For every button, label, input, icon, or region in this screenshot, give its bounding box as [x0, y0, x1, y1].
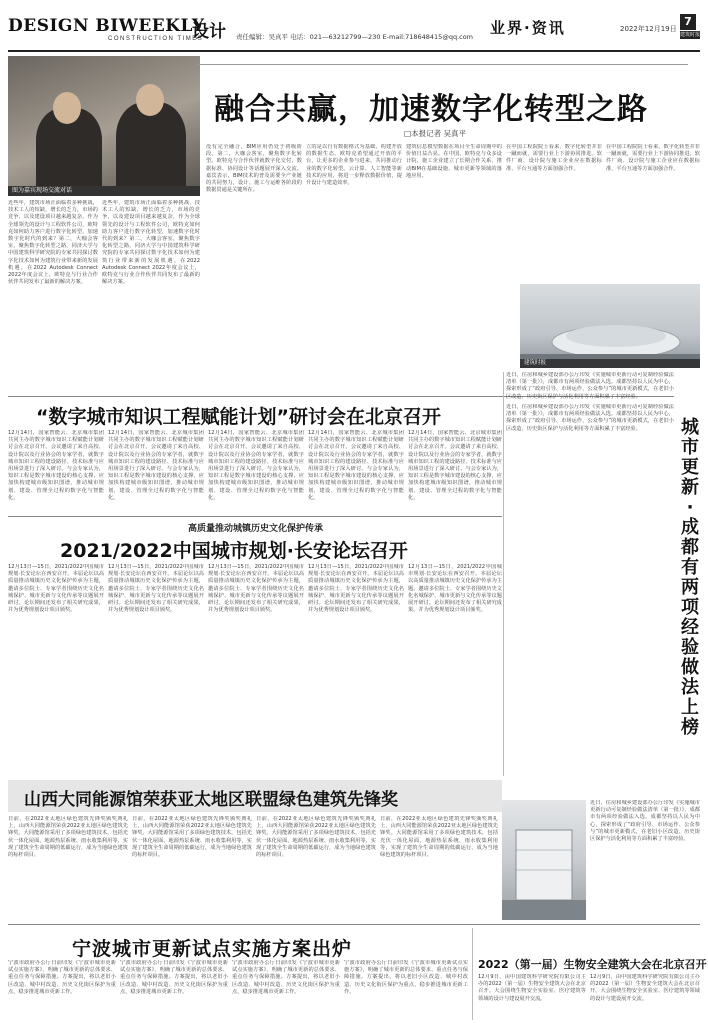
- lead-headline: 融合共赢，加速数字化转型之路: [214, 92, 648, 127]
- lead-body-col-5: 建筑信息模型数据在项目全生命周期中的价值日益凸显。在中国，欧特克与众多设计院、施工企业建立了长期合作关系，推动BIM在基础设施、城市更新等领域的落地应用。: [406, 144, 502, 179]
- knowledge-headline: “数字城市知识工程赋能计划”研讨会在北京召开: [36, 406, 441, 428]
- lead-body-col-2: 近些年，建筑市场正面临着多种挑战，技术工人的短缺，增长的乏力，市场的竞争，以及建设项目越来越复杂，作为全球领先的设计与工程软件公司，欧特克如何助力客户进行数字化转型，加速数字化时代的到来？第二，大咖会客室，聚焦数字化转型之路，同济大学与中国建筑科学研究院的专家共同探讨数字化技术如何为建筑行业带来新的发展机遇。在2022 Autodesk Connect 2022年度会议上，欧特克与行业合作伙伴共同发布了最新的解决方案。: [102, 200, 200, 286]
- page-number: 7: [680, 14, 696, 30]
- shanxi-headline: 山西大同能源馆荣获亚太地区联盟绿色建筑先锋奖: [24, 790, 398, 810]
- biosafety-body-1: 12月9日，由中国建筑科学研究院有限公司主办的2022（第一届）生物安全建筑大会在北京召开。大会围绕生物安全实验室、医疗建筑等领域的设计与建设展开交流。: [478, 974, 586, 1002]
- lead-byline: □本报记者 吴真平: [404, 129, 466, 138]
- shanxi-body-4: 日前，在2022亚太地区绿色建筑先锋奖颁奖典礼上，山西大同能源馆荣获2022亚太地区绿色建筑先锋奖。大同能源馆采用了多项绿色建筑技术，包括光伏一体化屋面、地源热泵系统、雨水收集利用等，实现了建筑全生命周期的低碳运行，成为当地绿色建筑的标杆项目。: [380, 816, 498, 859]
- ningbo-body-3: 宁波市政府办公厅日前印发《宁波市城市更新试点实施方案》，明确了城市更新的总体要求、重点任务与保障措施。方案提出，将以老旧小区改造、城中村改造、历史文化街区保护为重点，稳步推进城市更新工作。: [232, 960, 340, 995]
- newspaper-logo: DESIGN BIWEEKLY: [8, 16, 205, 36]
- lead-body-col-1: 近些年，建筑市场正面临着多种挑战，技术工人的短缺，增长的乏力，市场的竞争，以及建设项目越来越复杂，作为全球领先的设计与工程软件公司，欧特克如何助力客户进行数字化转型，加速数字化时代的到来？第二，大咖会客室，聚焦数字化转型之路，同济大学与中国建筑科学研究院的专家共同探讨数字化技术如何为建筑行业带来新的发展机遇。在2022 Autodesk Connect 2022年度会议上，欧特克与行业合作伙伴共同发布了最新的解决方案。: [8, 200, 98, 286]
- person-right-head: [136, 84, 164, 116]
- headline-rule: [198, 64, 688, 65]
- lead-body-col-4: 立的是以自有数据格式为基础，构建开放的数据生态。欧特克希望通过开放的平台，让更多的企业参与进来，共同推动行业的数字化转型。云计算、人工智能等新技术的应用，将进一步释放数据价值，提升设计与建造效率。: [306, 144, 402, 187]
- section-divider: [8, 516, 502, 517]
- newspaper-logo-subtitle: CONSTRUCTION TIMES: [108, 36, 204, 42]
- editor-info: 责任编辑：吴真平 电话：021—63212799—230 E-mail:718648415@qq.com: [236, 33, 474, 41]
- shanxi-body-3: 日前，在2022亚太地区绿色建筑先锋奖颁奖典礼上，山西大同能源馆荣获2022亚太地区绿色建筑先锋奖。大同能源馆采用了多项绿色建筑技术，包括光伏一体化屋面、地源热泵系统、雨水收集利用等，实现了建筑全生命周期的低碳运行，成为当地绿色建筑的标杆项目。: [256, 816, 376, 859]
- section-title: 设计: [192, 22, 226, 42]
- urban-renewal-headline: 城市更新·成都有两项经验做法上榜: [681, 417, 699, 738]
- column-divider: [472, 928, 473, 1020]
- ningbo-body-1: 宁波市政府办公厅日前印发《宁波市城市更新试点实施方案》，明确了城市更新的总体要求、重点任务与保障措施。方案提出，将以老旧小区改造、城中村改造、历史文化街区保护为重点，稳步推进城市更新工作。: [8, 960, 116, 995]
- biosafety-headline: 2022（第一届）生物安全建筑大会在北京召开: [478, 958, 707, 971]
- building-photo-caption: 建筑时报: [520, 359, 700, 368]
- building-illustration: [520, 284, 700, 368]
- page-tag: 建筑时报: [680, 32, 701, 38]
- forum-body-3: 12月13日—15日，2021/2022中国城市规划·长安论坛在西安召开。本届论坛以高质量推动城镇历史文化保护传承为主题，邀请多位院士、专家学者围绕历史文化名城保护、城市更新与文化传承等议题展开研讨。论坛期间还发布了相关研究成果，并为优秀规划设计项目颁奖。: [208, 564, 304, 614]
- shanxi-body-2: 日前，在2022亚太地区绿色建筑先锋奖颁奖典礼上，山西大同能源馆荣获2022亚太地区绿色建筑先锋奖。大同能源馆采用了多项绿色建筑技术，包括光伏一体化屋面、地源热泵系统、雨水收集利用等，实现了建筑全生命周期的低碳运行，成为当地绿色建筑的标杆项目。: [132, 816, 252, 859]
- person-left-head: [53, 92, 81, 124]
- issue-date: 2022年12月19日: [620, 25, 677, 33]
- shanxi-photo: [502, 800, 586, 920]
- urban-renewal-body: 近日，住房和城乡建设部办公厅印发《实施城市更新行动可复制经验做法清单（第一批）》，成都市有两项经验做法入选。成都坚持以人民为中心，探索形成了“政府引导、市场运作、公众参与”的城市更新模式，在老旧小区改造、历史街区保护与活化利用等方面积累了丰富经验。: [506, 404, 674, 432]
- forum-body-5: 12月13日—15日，2021/2022中国城市规划·长安论坛在西安召开。本届论坛以高质量推动城镇历史文化保护传承为主题，邀请多位院士、专家学者围绕历史文化名城保护、城市更新与文化传承等议题展开研讨。论坛期间还发布了相关研究成果，并为优秀规划设计项目颁奖。: [408, 564, 502, 614]
- forum-body-2: 12月13日—15日，2021/2022中国城市规划·长安论坛在西安召开。本届论坛以高质量推动城镇历史文化保护传承为主题，邀请多位院士、专家学者围绕历史文化名城保护、城市更新与文化传承等议题展开研讨。论坛期间还发布了相关研究成果，并为优秀规划设计项目颁奖。: [108, 564, 204, 614]
- knowledge-body-5: 12月14日，国家智能云、北京城市集团共同主办的数字城市知识工程赋能计划研讨会在北京召开。会议邀请了来自高校、设计院以及行业协会的专家学者，就数字城市知识工程的建设路径、技术标准与应用场景进行了深入研讨。与会专家认为，知识工程是数字城市建设的核心支撑，应加快构建城市级知识图谱，推动城市规划、建设、管理全过程的数字化与智能化。: [408, 430, 502, 501]
- masthead-rule: [8, 50, 700, 52]
- lead-photo: [8, 56, 200, 188]
- knowledge-body-3: 12月14日，国家智能云、北京城市集团共同主办的数字城市知识工程赋能计划研讨会在北京召开。会议邀请了来自高校、设计院以及行业协会的专家学者，就数字城市知识工程的建设路径、技术标准与应用场景进行了深入研讨。与会专家认为，知识工程是数字城市建设的核心支撑，应加快构建城市级知识图谱，推动城市规划、建设、管理全过程的数字化与智能化。: [208, 430, 304, 501]
- ningbo-headline: 宁波城市更新试点实施方案出炉: [72, 938, 353, 960]
- urban-renewal-continued: 近日，住房和城乡建设部办公厅印发《实施城市更新行动可复制经验做法清单（第一批）》，成都市有两项经验做法入选。成都坚持以人民为中心，探索形成了“政府引导、市场运作、公众参与”的城市更新模式，在老旧小区改造、历史街区保护与活化利用等方面积累了丰富经验。: [590, 800, 700, 843]
- forum-headline: 2021/2022中国城市规划·长安论坛召开: [60, 540, 408, 562]
- masthead: [8, 10, 700, 48]
- knowledge-body-2: 12月14日，国家智能云、北京城市集团共同主办的数字城市知识工程赋能计划研讨会在北京召开。会议邀请了来自高校、设计院以及行业协会的专家学者，就数字城市知识工程的建设路径、技术标准与应用场景进行了深入研讨。与会专家认为，知识工程是数字城市建设的核心支撑，应加快构建城市级知识图谱，推动城市规划、建设、管理全过程的数字化与智能化。: [108, 430, 204, 501]
- ningbo-body-4: 宁波市政府办公厅日前印发《宁波市城市更新试点实施方案》，明确了城市更新的总体要求、重点任务与保障措施。方案提出，将以老旧小区改造、城中村改造、历史文化街区保护为重点，稳步推进城市更新工作。: [344, 960, 468, 995]
- lead-body-col-3: 没有完全融合，BIM应用仍处于初级阶段。第二，大咖会客室，聚焦数字化转型。欧特克与合作伙伴就数字化交付、数据标准、协同设计等话题展开深入交流。嘉宾表示，BIM技术的普及需要全产业链的共同努力，设计、施工与运维各阶段的数据贯通是关键所在。: [206, 144, 302, 194]
- biosafety-body-2: 12月9日，由中国建筑科学研究院有限公司主办的2022（第一届）生物安全建筑大会在北京召开。大会围绕生物安全实验室、医疗建筑等领域的设计与建设展开交流。: [590, 974, 700, 1002]
- forum-kicker: 高质量推动城镇历史文化保护传承: [188, 524, 324, 534]
- lead-photo-caption: 图为嘉宾现场交流对话: [8, 186, 200, 196]
- knowledge-body-1: 12月14日，国家智能云、北京城市集团共同主办的数字城市知识工程赋能计划研讨会在北京召开。会议邀请了来自高校、设计院以及行业协会的专家学者，就数字城市知识工程的建设路径、技术标准与应用场景进行了深入研讨。与会专家认为，知识工程是数字城市建设的核心支撑，应加快构建城市级知识图谱，推动城市规划、建设、管理全过程的数字化与智能化。: [8, 430, 104, 501]
- ningbo-body-2: 宁波市政府办公厅日前印发《宁波市城市更新试点实施方案》，明确了城市更新的总体要求、重点任务与保障措施。方案提出，将以老旧小区改造、城中村改造、历史文化街区保护为重点，稳步推进城市更新工作。: [120, 960, 228, 995]
- forum-body-4: 12月13日—15日，2021/2022中国城市规划·长安论坛在西安召开。本届论坛以高质量推动城镇历史文化保护传承为主题，邀请多位院士、专家学者围绕历史文化名城保护、城市更新与文化传承等议题展开研讨。论坛期间还发布了相关研究成果，并为优秀规划设计项目颁奖。: [308, 564, 404, 614]
- knowledge-body-4: 12月14日，国家智能云、北京城市集团共同主办的数字城市知识工程赋能计划研讨会在北京召开。会议邀请了来自高校、设计院以及行业协会的专家学者，就数字城市知识工程的建设路径、技术标准与应用场景进行了深入研讨。与会专家认为，知识工程是数字城市建设的核心支撑，应加快构建城市级知识图谱，推动城市规划、建设、管理全过程的数字化与智能化。: [308, 430, 404, 501]
- column-divider: [503, 372, 504, 776]
- shanxi-body-1: 日前，在2022亚太地区绿色建筑先锋奖颁奖典礼上，山西大同能源馆荣获2022亚太地区绿色建筑先锋奖。大同能源馆采用了多项绿色建筑技术，包括光伏一体化屋面、地源热泵系统、雨水收集利用等，实现了建筑全生命周期的低碳运行，成为当地绿色建筑的标杆项目。: [8, 816, 128, 859]
- channel-title: 业界·资讯: [490, 19, 566, 37]
- forum-body-1: 12月13日—15日，2021/2022中国城市规划·长安论坛在西安召开。本届论坛以高质量推动城镇历史文化保护传承为主题，邀请多位院士、专家学者围绕历史文化名城保护、城市更新与文化传承等议题展开研讨。论坛期间还发布了相关研究成果，并为优秀规划设计项目颁奖。: [8, 564, 104, 614]
- shanxi-building-illustration: [502, 800, 586, 920]
- lead-body-col-6: 在中国工程院院士看来，数字化转型并非一蹴而就，需要行业上下游协同推进。软件厂商、设计院与施工企业应在数据标准、平台互通等方面加强合作。: [506, 144, 602, 172]
- section-divider: [8, 924, 700, 925]
- lead-body-col-7: 在中国工程院院士看来，数字化转型并非一蹴而就，需要行业上下游协同推进。软件厂商、设计院与施工企业应在数据标准、平台互通等方面加强合作。: [606, 144, 700, 172]
- urban-renewal-intro: 近日，住房和城乡建设部办公厅印发《实施城市更新行动可复制经验做法清单（第一批）》，成都市有两项经验做法入选。成都坚持以人民为中心，探索形成了“政府引导、市场运作、公众参与”的城市更新模式，在老旧小区改造、历史街区保护与活化利用等方面积累了丰富经验。: [506, 372, 674, 400]
- building-photo: [520, 284, 700, 368]
